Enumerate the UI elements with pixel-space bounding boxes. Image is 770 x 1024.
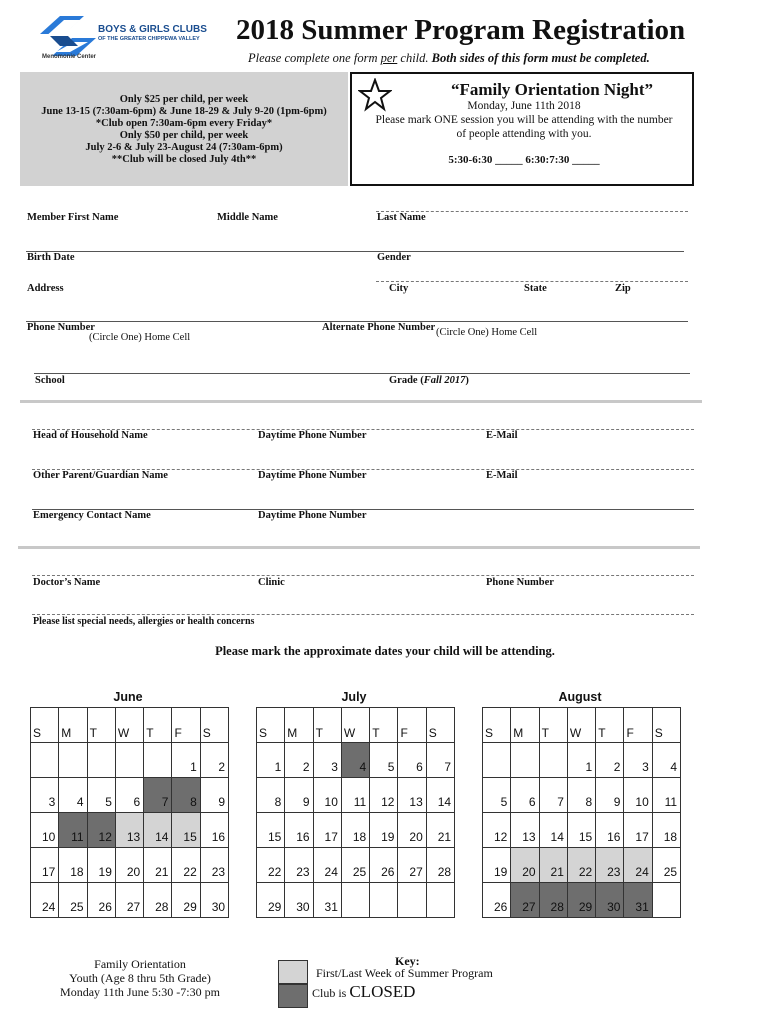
- calendar-day[interactable]: 30: [596, 883, 624, 918]
- email-field[interactable]: E-Mail: [486, 470, 518, 481]
- calendar-day[interactable]: 14: [144, 813, 172, 848]
- calendar-day[interactable]: 9: [285, 778, 313, 813]
- calendar-day[interactable]: 24: [31, 883, 59, 918]
- calendar-day[interactable]: 5: [370, 743, 398, 778]
- calendar-day[interactable]: 29: [172, 883, 200, 918]
- phone-type-choice[interactable]: (Circle One) Home Cell: [89, 332, 191, 343]
- calendar-day[interactable]: 12: [370, 778, 398, 813]
- calendar-day[interactable]: 11: [341, 778, 369, 813]
- daytime-phone-field[interactable]: Daytime Phone Number: [258, 470, 367, 481]
- middle-name-field[interactable]: Middle Name: [217, 212, 278, 223]
- calendar-week-row: [31, 778, 229, 813]
- calendar-empty-cell: [115, 743, 143, 778]
- calendar-week-row: [257, 778, 455, 813]
- pricing-line: Only $50 per child, per week: [119, 130, 249, 141]
- page-subtitle: Please complete one form per child. Both sides of this form must be completed.: [248, 51, 650, 65]
- orientation-note-line: Family Orientation: [94, 957, 186, 971]
- logo-line-3: Menomonie Center: [42, 54, 97, 60]
- calendar-day[interactable]: 24: [313, 848, 341, 883]
- section-divider: [18, 546, 700, 549]
- weekday-label: M: [59, 708, 87, 743]
- orientation-note: [40, 957, 240, 999]
- weekday-label: S: [200, 708, 228, 743]
- calendar-day[interactable]: 13: [511, 813, 539, 848]
- calendar-day[interactable]: 7: [539, 778, 567, 813]
- weekday-label: W: [341, 708, 369, 743]
- calendar-weekday-row: [31, 708, 229, 743]
- weekday-label: T: [596, 708, 624, 743]
- pricing-line: **Club will be closed July 4th**: [111, 154, 257, 165]
- calendar-day[interactable]: 30: [200, 883, 228, 918]
- school-field[interactable]: School: [35, 375, 65, 386]
- calendar-day[interactable]: 11: [59, 813, 87, 848]
- key-dark-swatch: [278, 984, 308, 1008]
- calendar-empty-cell: [398, 883, 426, 918]
- calendar-day[interactable]: 2: [200, 743, 228, 778]
- weekday-label: S: [483, 708, 511, 743]
- calendar-day[interactable]: 15: [172, 813, 200, 848]
- weekday-label: T: [313, 708, 341, 743]
- weekday-label: T: [539, 708, 567, 743]
- logo-icon: [40, 16, 96, 56]
- calendar-day[interactable]: 25: [341, 848, 369, 883]
- logo-line-1: BOYS & GIRLS CLUBS: [98, 24, 207, 35]
- alt-phone-type-choice[interactable]: (Circle One) Home Cell: [436, 327, 538, 338]
- calendar-empty-cell: [59, 743, 87, 778]
- calendar-day[interactable]: 24: [624, 848, 652, 883]
- calendar-week-row: [257, 813, 455, 848]
- calendar-day[interactable]: 16: [200, 813, 228, 848]
- birth-date-field[interactable]: Birth Date: [27, 252, 75, 263]
- calendar-day[interactable]: 29: [567, 883, 595, 918]
- calendar-day[interactable]: 8: [257, 778, 285, 813]
- weekday-label: S: [652, 708, 680, 743]
- calendar-day[interactable]: 3: [31, 778, 59, 813]
- calendar-week-row: [483, 778, 681, 813]
- calendar-day[interactable]: 16: [596, 813, 624, 848]
- calendar-day[interactable]: 30: [285, 883, 313, 918]
- calendar-day[interactable]: 10: [31, 813, 59, 848]
- calendar-day[interactable]: 6: [398, 743, 426, 778]
- calendar-empty-cell: [31, 743, 59, 778]
- calendar-day[interactable]: 13: [398, 778, 426, 813]
- calendar-empty-cell: [87, 743, 115, 778]
- orientation-instruction: of people attending with you.: [456, 128, 592, 140]
- orientation-sessions[interactable]: 5:30-6:30 _____ 6:30:7:30 _____: [448, 154, 600, 166]
- calendar-day[interactable]: 22: [567, 848, 595, 883]
- calendar-empty-cell: [426, 883, 454, 918]
- logo: [40, 16, 220, 64]
- field-rule: [26, 251, 684, 252]
- calendar-day[interactable]: 9: [596, 778, 624, 813]
- calendar-week-row: [257, 848, 455, 883]
- daytime-phone-field[interactable]: Daytime Phone Number: [258, 430, 367, 441]
- calendar-day[interactable]: 19: [483, 848, 511, 883]
- pricing-line: July 2-6 & July 23-August 24 (7:30am-6pm): [85, 142, 283, 153]
- calendar-day[interactable]: 8: [172, 778, 200, 813]
- calendar-empty-cell: [370, 883, 398, 918]
- calendar-day[interactable]: 4: [652, 743, 680, 778]
- doctor-field[interactable]: Doctor’s Name: [33, 577, 101, 588]
- calendar-day[interactable]: 17: [31, 848, 59, 883]
- calendar-week-row: [483, 813, 681, 848]
- daytime-phone-field[interactable]: Daytime Phone Number: [258, 510, 367, 521]
- doctor-phone-field[interactable]: Phone Number: [486, 577, 554, 588]
- weekday-label: T: [370, 708, 398, 743]
- calendar-day[interactable]: 31: [313, 883, 341, 918]
- calendar-month-title: July: [341, 690, 367, 704]
- field-rule: [376, 281, 688, 282]
- calendar-day[interactable]: 7: [426, 743, 454, 778]
- weekday-label: F: [624, 708, 652, 743]
- calendar-day[interactable]: 1: [257, 743, 285, 778]
- key-light-swatch: [278, 960, 308, 984]
- calendar-day[interactable]: 28: [426, 848, 454, 883]
- calendar-day[interactable]: 12: [87, 813, 115, 848]
- calendar-day[interactable]: 27: [511, 883, 539, 918]
- key-dark-label: Club is CLOSED: [312, 982, 416, 1001]
- calendar-day[interactable]: 7: [144, 778, 172, 813]
- calendar-day[interactable]: 17: [624, 813, 652, 848]
- calendar-day[interactable]: 25: [652, 848, 680, 883]
- calendar-day[interactable]: 18: [59, 848, 87, 883]
- logo-line-2: OF THE GREATER CHIPPEWA VALLEY: [98, 36, 200, 42]
- calendar-day[interactable]: 14: [539, 813, 567, 848]
- calendar-day[interactable]: 13: [115, 813, 143, 848]
- calendar-day[interactable]: 8: [567, 778, 595, 813]
- page-title: 2018 Summer Program Registration: [236, 14, 686, 46]
- calendar-day[interactable]: 12: [483, 813, 511, 848]
- calendar-week-row: [483, 848, 681, 883]
- weekday-label: F: [172, 708, 200, 743]
- calendar-day[interactable]: 4: [59, 778, 87, 813]
- calendar-empty-cell: [511, 743, 539, 778]
- calendar-day[interactable]: 18: [652, 813, 680, 848]
- calendar-day[interactable]: 18: [341, 813, 369, 848]
- weekday-label: S: [257, 708, 285, 743]
- weekday-label: F: [398, 708, 426, 743]
- calendar-day[interactable]: 5: [483, 778, 511, 813]
- phone-field[interactable]: Phone Number: [27, 322, 95, 333]
- section-divider: [20, 400, 702, 403]
- calendar-week-row: [483, 883, 681, 918]
- calendar-empty-cell: [652, 883, 680, 918]
- weekday-label: W: [115, 708, 143, 743]
- pricing-line: June 13-15 (7:30am-6pm) & June 18-29 & July 9-20 (1pm-6pm): [41, 106, 327, 117]
- attendance-prompt: Please mark the approximate dates your child will be attending.: [215, 644, 555, 658]
- calendar-day[interactable]: 15: [257, 813, 285, 848]
- calendar-day[interactable]: 22: [257, 848, 285, 883]
- calendar-day[interactable]: 17: [313, 813, 341, 848]
- orientation-note-line: Youth (Age 8 thru 5th Grade): [69, 971, 211, 985]
- weekday-label: W: [567, 708, 595, 743]
- calendar-week-row: [31, 813, 229, 848]
- orientation-box: [350, 72, 694, 186]
- calendar-day[interactable]: 2: [596, 743, 624, 778]
- calendar-day[interactable]: 3: [624, 743, 652, 778]
- orientation-instruction: Please mark ONE session you will be attending with the number: [375, 114, 673, 126]
- alt-phone-field[interactable]: Alternate Phone Number: [322, 322, 436, 333]
- calendar-day[interactable]: 28: [539, 883, 567, 918]
- calendar-empty-cell: [341, 883, 369, 918]
- calendar-june: [30, 707, 229, 918]
- zip-field[interactable]: Zip: [615, 283, 631, 294]
- calendar-week-row: [257, 743, 455, 778]
- calendar-empty-cell: [144, 743, 172, 778]
- email-field[interactable]: E-Mail: [486, 430, 518, 441]
- state-field[interactable]: State: [524, 283, 547, 294]
- orientation-note-line: Monday 11th June 5:30 -7:30 pm: [60, 985, 220, 999]
- calendar-weekday-row: [257, 708, 455, 743]
- orientation-title: “Family Orientation Night”: [450, 80, 654, 99]
- weekday-label: M: [511, 708, 539, 743]
- calendar-day[interactable]: 5: [87, 778, 115, 813]
- calendar-day[interactable]: 23: [596, 848, 624, 883]
- gender-field[interactable]: Gender: [377, 252, 411, 263]
- calendar-july: [256, 707, 455, 918]
- calendar-day[interactable]: 3: [313, 743, 341, 778]
- calendar-empty-cell: [483, 743, 511, 778]
- calendar-month-title: August: [558, 690, 602, 704]
- weekday-label: S: [426, 708, 454, 743]
- weekday-label: T: [87, 708, 115, 743]
- city-field[interactable]: City: [389, 283, 409, 294]
- calendar-day[interactable]: 22: [172, 848, 200, 883]
- calendar-weekday-row: [483, 708, 681, 743]
- calendar-day[interactable]: 29: [257, 883, 285, 918]
- key-title: Key:: [395, 954, 420, 968]
- calendar-day[interactable]: 2: [285, 743, 313, 778]
- calendar-day[interactable]: 21: [539, 848, 567, 883]
- calendar-day[interactable]: 21: [426, 813, 454, 848]
- grade-field[interactable]: Grade (Fall 2017): [389, 375, 469, 386]
- calendar-day[interactable]: 20: [398, 813, 426, 848]
- last-name-field[interactable]: Last Name: [377, 212, 426, 223]
- pricing-line: *Club open 7:30am-6pm every Friday*: [95, 118, 273, 129]
- calendar-day[interactable]: 10: [624, 778, 652, 813]
- calendar-week-row: [483, 743, 681, 778]
- calendar-day[interactable]: 10: [313, 778, 341, 813]
- address-field[interactable]: Address: [27, 283, 64, 294]
- clinic-field[interactable]: Clinic: [258, 577, 285, 588]
- calendar-empty-cell: [539, 743, 567, 778]
- calendar-day[interactable]: 20: [115, 848, 143, 883]
- field-rule: [32, 614, 694, 615]
- calendar-day[interactable]: 6: [115, 778, 143, 813]
- calendar-day[interactable]: 26: [87, 883, 115, 918]
- calendar-week-row: [257, 883, 455, 918]
- calendar-day[interactable]: 11: [652, 778, 680, 813]
- other-parent-field[interactable]: Other Parent/Guardian Name: [33, 470, 168, 481]
- calendar-day[interactable]: 6: [511, 778, 539, 813]
- key-light-label: First/Last Week of Summer Program: [316, 966, 493, 980]
- calendar-day[interactable]: 31: [624, 883, 652, 918]
- calendar-day[interactable]: 23: [285, 848, 313, 883]
- orientation-date: Monday, June 11th 2018: [467, 100, 581, 112]
- calendar-day[interactable]: 1: [172, 743, 200, 778]
- calendar-day[interactable]: 23: [200, 848, 228, 883]
- field-rule: [34, 373, 690, 374]
- calendar-day[interactable]: 15: [567, 813, 595, 848]
- calendar-day[interactable]: 1: [567, 743, 595, 778]
- calendar-day[interactable]: 27: [398, 848, 426, 883]
- calendar-august: [482, 707, 681, 918]
- pricing-box: [20, 72, 348, 186]
- field-rule: [32, 575, 694, 576]
- calendar-week-row: [31, 848, 229, 883]
- first-name-field[interactable]: Member First Name: [27, 212, 119, 223]
- calendar-week-row: [31, 883, 229, 918]
- calendar-day[interactable]: 26: [370, 848, 398, 883]
- calendar-day[interactable]: 16: [285, 813, 313, 848]
- calendar-day[interactable]: 19: [370, 813, 398, 848]
- head-household-field[interactable]: Head of Household Name: [33, 430, 148, 441]
- weekday-label: T: [144, 708, 172, 743]
- calendar-day[interactable]: 4: [341, 743, 369, 778]
- calendar-day[interactable]: 25: [59, 883, 87, 918]
- calendar-day[interactable]: 26: [483, 883, 511, 918]
- weekday-label: M: [285, 708, 313, 743]
- calendar-day[interactable]: 9: [200, 778, 228, 813]
- pricing-line: Only $25 per child, per week: [119, 94, 249, 105]
- special-needs-field[interactable]: Please list special needs, allergies or health concerns: [33, 616, 255, 627]
- emergency-contact-field[interactable]: Emergency Contact Name: [33, 510, 151, 521]
- calendar-day[interactable]: 20: [511, 848, 539, 883]
- calendar-day[interactable]: 19: [87, 848, 115, 883]
- calendar-day[interactable]: 21: [144, 848, 172, 883]
- calendar-day[interactable]: 28: [144, 883, 172, 918]
- weekday-label: S: [31, 708, 59, 743]
- calendar-day[interactable]: 14: [426, 778, 454, 813]
- calendar-day[interactable]: 27: [115, 883, 143, 918]
- calendar-week-row: [31, 743, 229, 778]
- calendar-month-title: June: [113, 690, 143, 704]
